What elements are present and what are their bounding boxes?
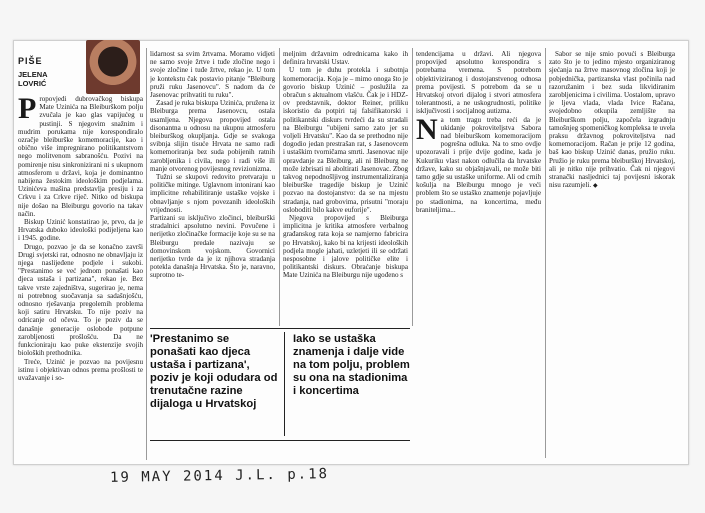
- paragraph-text: Sabor se nije smio povući s Bleiburga zato što je to jedino mjesto organiziranog sjećanja na žrtve masovnog zločina koji je pobjednička, partizanska vlast počinila nad razoružanim i bez suda likvidiranim zarobljenicima i civilima. Uostalom, upravo je ljeva vlada, vlada Ivice Račana, svojedobno otkupila zemljište na Bleiburškom polju, započela izgradnju tamošnjeg spomeničkog kompleksa te uvela praksu državnog pokroviteljstva nad komemoracijom. Račan je prije 12 godina, baš kao biskup Uzinić danas, pružio ruku. Pružio je ruku prema bleiburškoj Hrvatskoj, ali je nitko nije prihvatio. Čak ni njegovi stranački nasljednici taj povijesni iskorak nisu razumjeli.: [549, 50, 675, 190]
- paragraph-text: ropovjedi dubrovačkog biskupa Mate Uzinića na Bleiburškom polju zvučala je kao glas vapijućeg u pustinji. S njegovim snažnim i mudrim porukama nije korespondiralo ozračje bleiburške komemoracije, kao i obično više impregnirano politikantstvom nego molitvenom sabranošću. Pozivi na pomirenje nisu sinkronizirani ni s ukupnom atmosferom u državi, koja je dominantno nabijena žestokim ideološkim podjelama. Uzinićeva mašina predstavlja presiju i za Crkvu i za Crkve riječ. Nitko od biskupa nije došao na Bleiburgu govorio na takav način.: [18, 95, 143, 218]
- paragraph: Zasad je ruka biskupa Uzinića, pružena iz Bleiburga prema Jasenovcu, ostala usamljena. Njegova propovijed ostala disonantna u odnosu na ukupnu atmosferu bleiburškog okupljanja. Gdje se svakoga svibnja slijin tisuće Hrvata ne samo radi komemoriranja bez suda pobijenih ratnih zarobljenika i civila, nego i radi više ili manje otvorenog povijesnog revizionizma.: [150, 99, 275, 173]
- column-divider: [146, 48, 147, 460]
- paragraph: Tužni se skupovi redovito pretvaraju u političke mitinge. Uglavnom intonirani kao implicitne rehabilitiranje ustaške vojske i obnavljanje s njom povezanih ideoloških vrijednosti.: [150, 173, 275, 214]
- column-divider: [279, 48, 280, 326]
- article-column-3: [283, 50, 408, 320]
- handwritten-note: 19 MAY 2014 J.L. p.18: [109, 466, 330, 486]
- article-column-5: [549, 50, 675, 456]
- paragraph: Drugo, pozvao je da se konačno završi Drugi svjetski rat, odnosno ne obnavljaju iz njega naslijeđene podjele i sukobi. "Prestanimo se već jednom ponašati kao djeca ustaša i partizana", rekao je. Bez takve vrste zajedništva, sugerirao je, nema ni potrebnog suočavanja sa sadašnjošću, odnosno rješavanja pregolemih problema koji satiru Hrvatsku. To nije poziv na odricanje od očeva. To je poziv da se današnje generacije oslobode potpune zarobljenosti prošlošću. Da ne funkcioniraju kao puke ekstenzije svojih bioloških prethodnika.: [18, 242, 143, 358]
- column-divider: [545, 48, 546, 458]
- paragraph: U tom je duhu protekla i subotnja komemoracija. Koja je – mimo onoga što je govorio biskup Uzinić – poslužila za obračun s aktualnom vlašću. Čak je i HDZ-ov predstavnik, doktor Reiner, priliku iskoristio da potpiri taj falsifikatorski i politikantski diskurs tvrdeći da su stradali na Bleiburgu "ubijeni samo zato jer su voljeli Hrvatsku". Kao da se prethodno nije dogodio jedan prestrašan rat, s Jasenovcem i ustaškim tvorničama smrti. Jasenovac nije opravdanje za Bleiburg, ali ni Bleiburg ne može izbrisati ni aboltirati Jasenovac. Zbog takvog nepodnošljivog instrumentaliziranja bleiburške tragedije biskup je Uzinić pozvao na dostojanstvo: da se na mjestu stradanja, nad grobovima, prisutni "moraju osloboditi bilo kakve euforije".: [283, 66, 408, 214]
- pullquote-divider: [284, 332, 285, 436]
- paragraph: Biskup Uzinić konstatirao je, prvo, da je Hrvatska duboko ideološki podijeljena kao i 1945. godine.: [18, 218, 143, 243]
- pullquote-right: Iako se ustaška znamenja i dalje vide na tom polju, problem su ona na stadionima i koncertima: [293, 333, 410, 397]
- author-name: [18, 70, 78, 88]
- pullquote-bottom-rule: [150, 440, 410, 441]
- author-first-name: JELENA: [18, 70, 48, 79]
- drop-cap: P: [18, 95, 37, 125]
- author-photo: [86, 40, 140, 94]
- paragraph: meljnim državnim odrednicama kako ih definira hrvatski Ustav.: [283, 50, 408, 67]
- paragraph: [549, 50, 675, 190]
- article-column-2: [150, 50, 275, 320]
- paragraph-text: a tom tragu treba reći da je ukidanje pokroviteljstva Sabora nad bleiburškom komemoracijom pogrešna odluka. Na to smo ovdje upozoravali i prije dvije godine, kada je Kukuriku vlast nakon odlučila da hrvatske države, kako su objašnjavali, ne može biti tamo gdje su ustaške uniforme. Ali od crnih košulja na Bleiburgu mnogo je veći problem što se ustaško znamenje pojavljuje po stadionima, na koncertima, među braniteljima...: [416, 115, 541, 214]
- article-column-4: [416, 50, 541, 320]
- paragraph: [18, 95, 143, 218]
- paragraph: Njegova propovijed s Bleiburga implicitna je kritika atmosfere verbalnog građanskog rata koja se namjerno fabricira po Hrvatskoj, kako bi na krijesti ideoloških podjela mogle jahati, uzletjeti ili se održati nesposobne i jalove političke elite i politikantski diskurs. Obraćanje biskupa Mate Uzinića na Bleiburgu nije ugođeno s: [283, 214, 408, 280]
- byline-role: PIŠE: [18, 56, 43, 66]
- end-mark-icon: ◆: [592, 183, 598, 190]
- author-last-name: LOVRIĆ: [18, 79, 47, 88]
- column-divider: [412, 48, 413, 326]
- article-column-1: [18, 95, 143, 459]
- paragraph: [416, 112, 541, 214]
- drop-cap: N: [416, 112, 438, 146]
- pullquote-left: 'Prestanimo se ponašati kao djeca ustaša i partizana', poziv je koji odudara od trenutačne razine dijaloga u Hrvatskoj: [150, 333, 278, 410]
- pullquote-top-rule: [150, 328, 410, 329]
- paragraph: Treće, Uzinić je pozvao na povijesnu istinu i objektivan odnos prema prošlosti te uvažavanje i so-: [18, 357, 143, 382]
- paragraph: Partizani su isključivo zločinci, bleiburški stradalnici apsolutno nevini. Povučene i nerijetko zločinačke formacije koje su se na Bleiburgu predale nazivaju se domovinskom vojskom. Govornici nerijetko tvrde da je iz njihova stradanja potekla današnja Hrvatska. Što je, naravno, suprotno te-: [150, 214, 275, 280]
- paragraph: tendencijama u državi. Ali njegova propovijed apsolutno korespondira s potrebama vremena. S potrebom objektiviziranog i dostojanstvenog odnosa prema povijesti. S potrebom da se u Hrvatskoj otvori dijalog i stvori atmosfera tolerantnosti, a ne uskogrudnosti, politike isključivosti i socijalnog autizma.: [416, 50, 541, 116]
- paragraph: lidarnost sa svim žrtvama. Moramo vidjeti ne samo svoje žrtve i tuđe zločine nego i svoje zločine i tuđe žrtve, rekao je. U tom je kontekstu čak postavio pitanje "Bleiburg pruži ruku Jasenovcu". S nadom da će Jasenovac prihvatiti tu ruku".: [150, 50, 275, 100]
